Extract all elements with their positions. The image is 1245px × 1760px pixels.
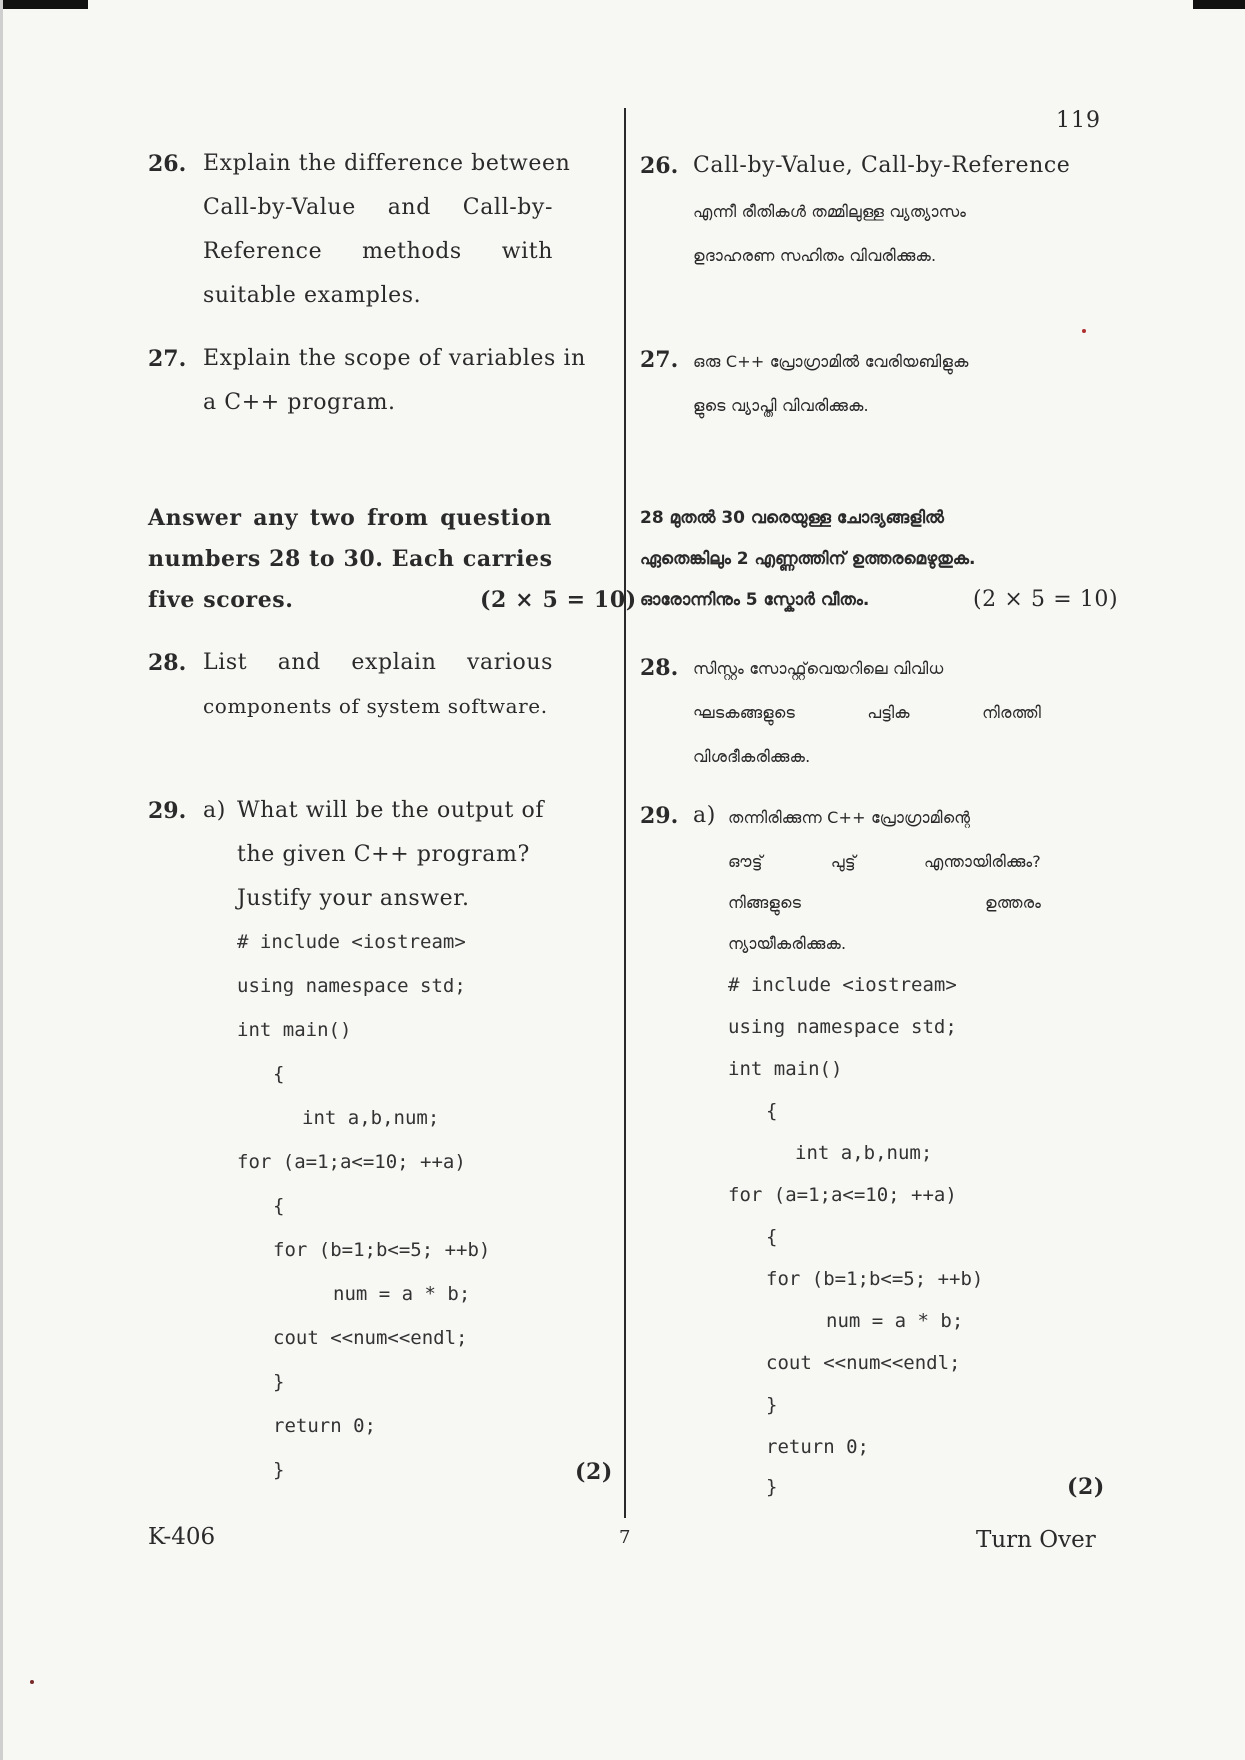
q28-number: 28. (148, 650, 187, 676)
code-line: } (273, 1371, 285, 1393)
footer-code: K-406 (148, 1524, 216, 1550)
q26-line: Explain the difference between (203, 151, 571, 176)
instruction-marks-ml: (2 × 5 = 10) (973, 587, 1119, 612)
footer-page-number: 7 (619, 1527, 631, 1548)
q29-number: 29. (148, 798, 187, 824)
q28-line-ml: സിസ്റ്റം സോഫ്റ്റ്‌വെയറിലെ വിവിധ (693, 659, 944, 678)
q29-line-ml: തന്നിരിക്കുന്ന C++ പ്രോഗ്രാമിന്റെ (728, 808, 971, 827)
q29-line-ml: ന്യായീകരിക്കുക. (728, 934, 847, 953)
q28-line-ml: ഘടകങ്ങളുടെ പട്ടിക നിരത്തി (693, 703, 1041, 722)
instruction-line-ml: ഏതെങ്കിലും 2 എണ്ണത്തിന് ഉത്തരമെഴുതുക. (640, 549, 976, 569)
code-line: int a,b,num; (302, 1107, 440, 1129)
q26-number: 26. (148, 151, 187, 177)
code-line: cout <<num<<endl; (273, 1327, 468, 1349)
instruction-line-ml: ഓരോന്നിനും 5 സ്കോർ വീതം. (640, 590, 870, 610)
code-line-ml: int main() (728, 1058, 843, 1080)
q29-line: What will be the output of (237, 798, 545, 823)
q27-line-ml: ളുടെ വ്യാപ്തി വിവരിക്കുക. (693, 396, 869, 415)
code-line-ml: } (766, 1394, 778, 1416)
instruction-line: Answer any two from question (148, 505, 552, 531)
code-line: { (273, 1195, 285, 1217)
footer-turn-over: Turn Over (976, 1527, 1096, 1553)
code-line-ml: for (a=1;a<=10; ++a) (728, 1184, 957, 1206)
code-line: for (a=1;a<=10; ++a) (237, 1151, 466, 1173)
code-line-ml: int a,b,num; (795, 1142, 933, 1164)
q29-line-ml: നിങ്ങളുടെ ഉത്തരം (728, 893, 1041, 912)
instruction-line: numbers 28 to 30. Each carries (148, 546, 553, 572)
q29-marks: (2) (575, 1459, 613, 1485)
code-line: num = a * b; (333, 1283, 471, 1305)
q27-number: 27. (148, 346, 187, 372)
code-line-ml: cout <<num<<endl; (766, 1352, 961, 1374)
scan-shadow (0, 0, 3, 1760)
code-line-ml: for (b=1;b<=5; ++b) (766, 1268, 984, 1290)
q29-line: the given C++ program? (237, 842, 530, 867)
ink-speck (30, 1680, 34, 1684)
q28-number-ml: 28. (640, 655, 679, 681)
q27-line-ml: ഒരു C++ പ്രോഗ്രാമിൽ വേരിയബിളുക (693, 352, 969, 371)
scan-edge-left (0, 0, 88, 9)
code-line: # include <iostream> (237, 931, 466, 953)
code-line: } (273, 1459, 285, 1481)
code-line-ml: return 0; (766, 1436, 869, 1458)
code-line: return 0; (273, 1415, 376, 1437)
q29-part-ml: a) (693, 803, 716, 828)
code-line-ml: # include <iostream> (728, 974, 957, 996)
q26-line-ml: എന്നീ രീതികൾ തമ്മിലുള്ള വ്യത്യാസം (693, 202, 967, 221)
q26-line-ml: Call-by-Value, Call-by-Reference (693, 153, 1071, 178)
scan-edge-right (1193, 0, 1245, 9)
code-line-ml: num = a * b; (826, 1310, 964, 1332)
q28-line: components of system software. (203, 694, 548, 718)
instruction-line: five scores. (148, 587, 294, 613)
code-line-ml: using namespace std; (728, 1016, 957, 1038)
column-divider (624, 108, 626, 1518)
q29-line-ml: ഔട്ട് പുട്ട് എന്തായിരിക്കും? (728, 852, 1041, 871)
q28-line-ml: വിശദീകരിക്കുക. (693, 747, 811, 766)
code-line-ml: { (766, 1100, 778, 1122)
page-number: 119 (1056, 108, 1101, 133)
q27-line: Explain the scope of variables in (203, 346, 586, 371)
instruction-marks: (2 × 5 = 10) (480, 587, 637, 613)
q26-line-ml: ഉദാഹരണ സഹിതം വിവരിക്കുക. (693, 246, 937, 265)
ink-speck (1082, 329, 1086, 333)
code-line: for (b=1;b<=5; ++b) (273, 1239, 491, 1261)
q26-line: Call-by-Value and Call-by- (203, 195, 553, 220)
q28-line: List and explain various (203, 650, 553, 675)
code-line: int main() (237, 1019, 352, 1041)
code-line: { (273, 1063, 285, 1085)
q29-part: a) (203, 798, 226, 823)
q26-line: suitable examples. (203, 283, 422, 308)
q29-line: Justify your answer. (237, 886, 470, 911)
q29-number-ml: 29. (640, 803, 679, 829)
instruction-line-ml: 28 മുതൽ 30 വരെയുള്ള ചോദ്യങ്ങളിൽ (640, 508, 944, 528)
q27-line: a C++ program. (203, 390, 396, 415)
q29-marks-ml: (2) (1067, 1474, 1105, 1500)
code-line-ml: { (766, 1226, 778, 1248)
q26-number-ml: 26. (640, 153, 679, 179)
q27-number-ml: 27. (640, 347, 679, 373)
q26-line: Reference methods with (203, 239, 553, 264)
code-line-ml: } (766, 1476, 778, 1498)
code-line: using namespace std; (237, 975, 466, 997)
